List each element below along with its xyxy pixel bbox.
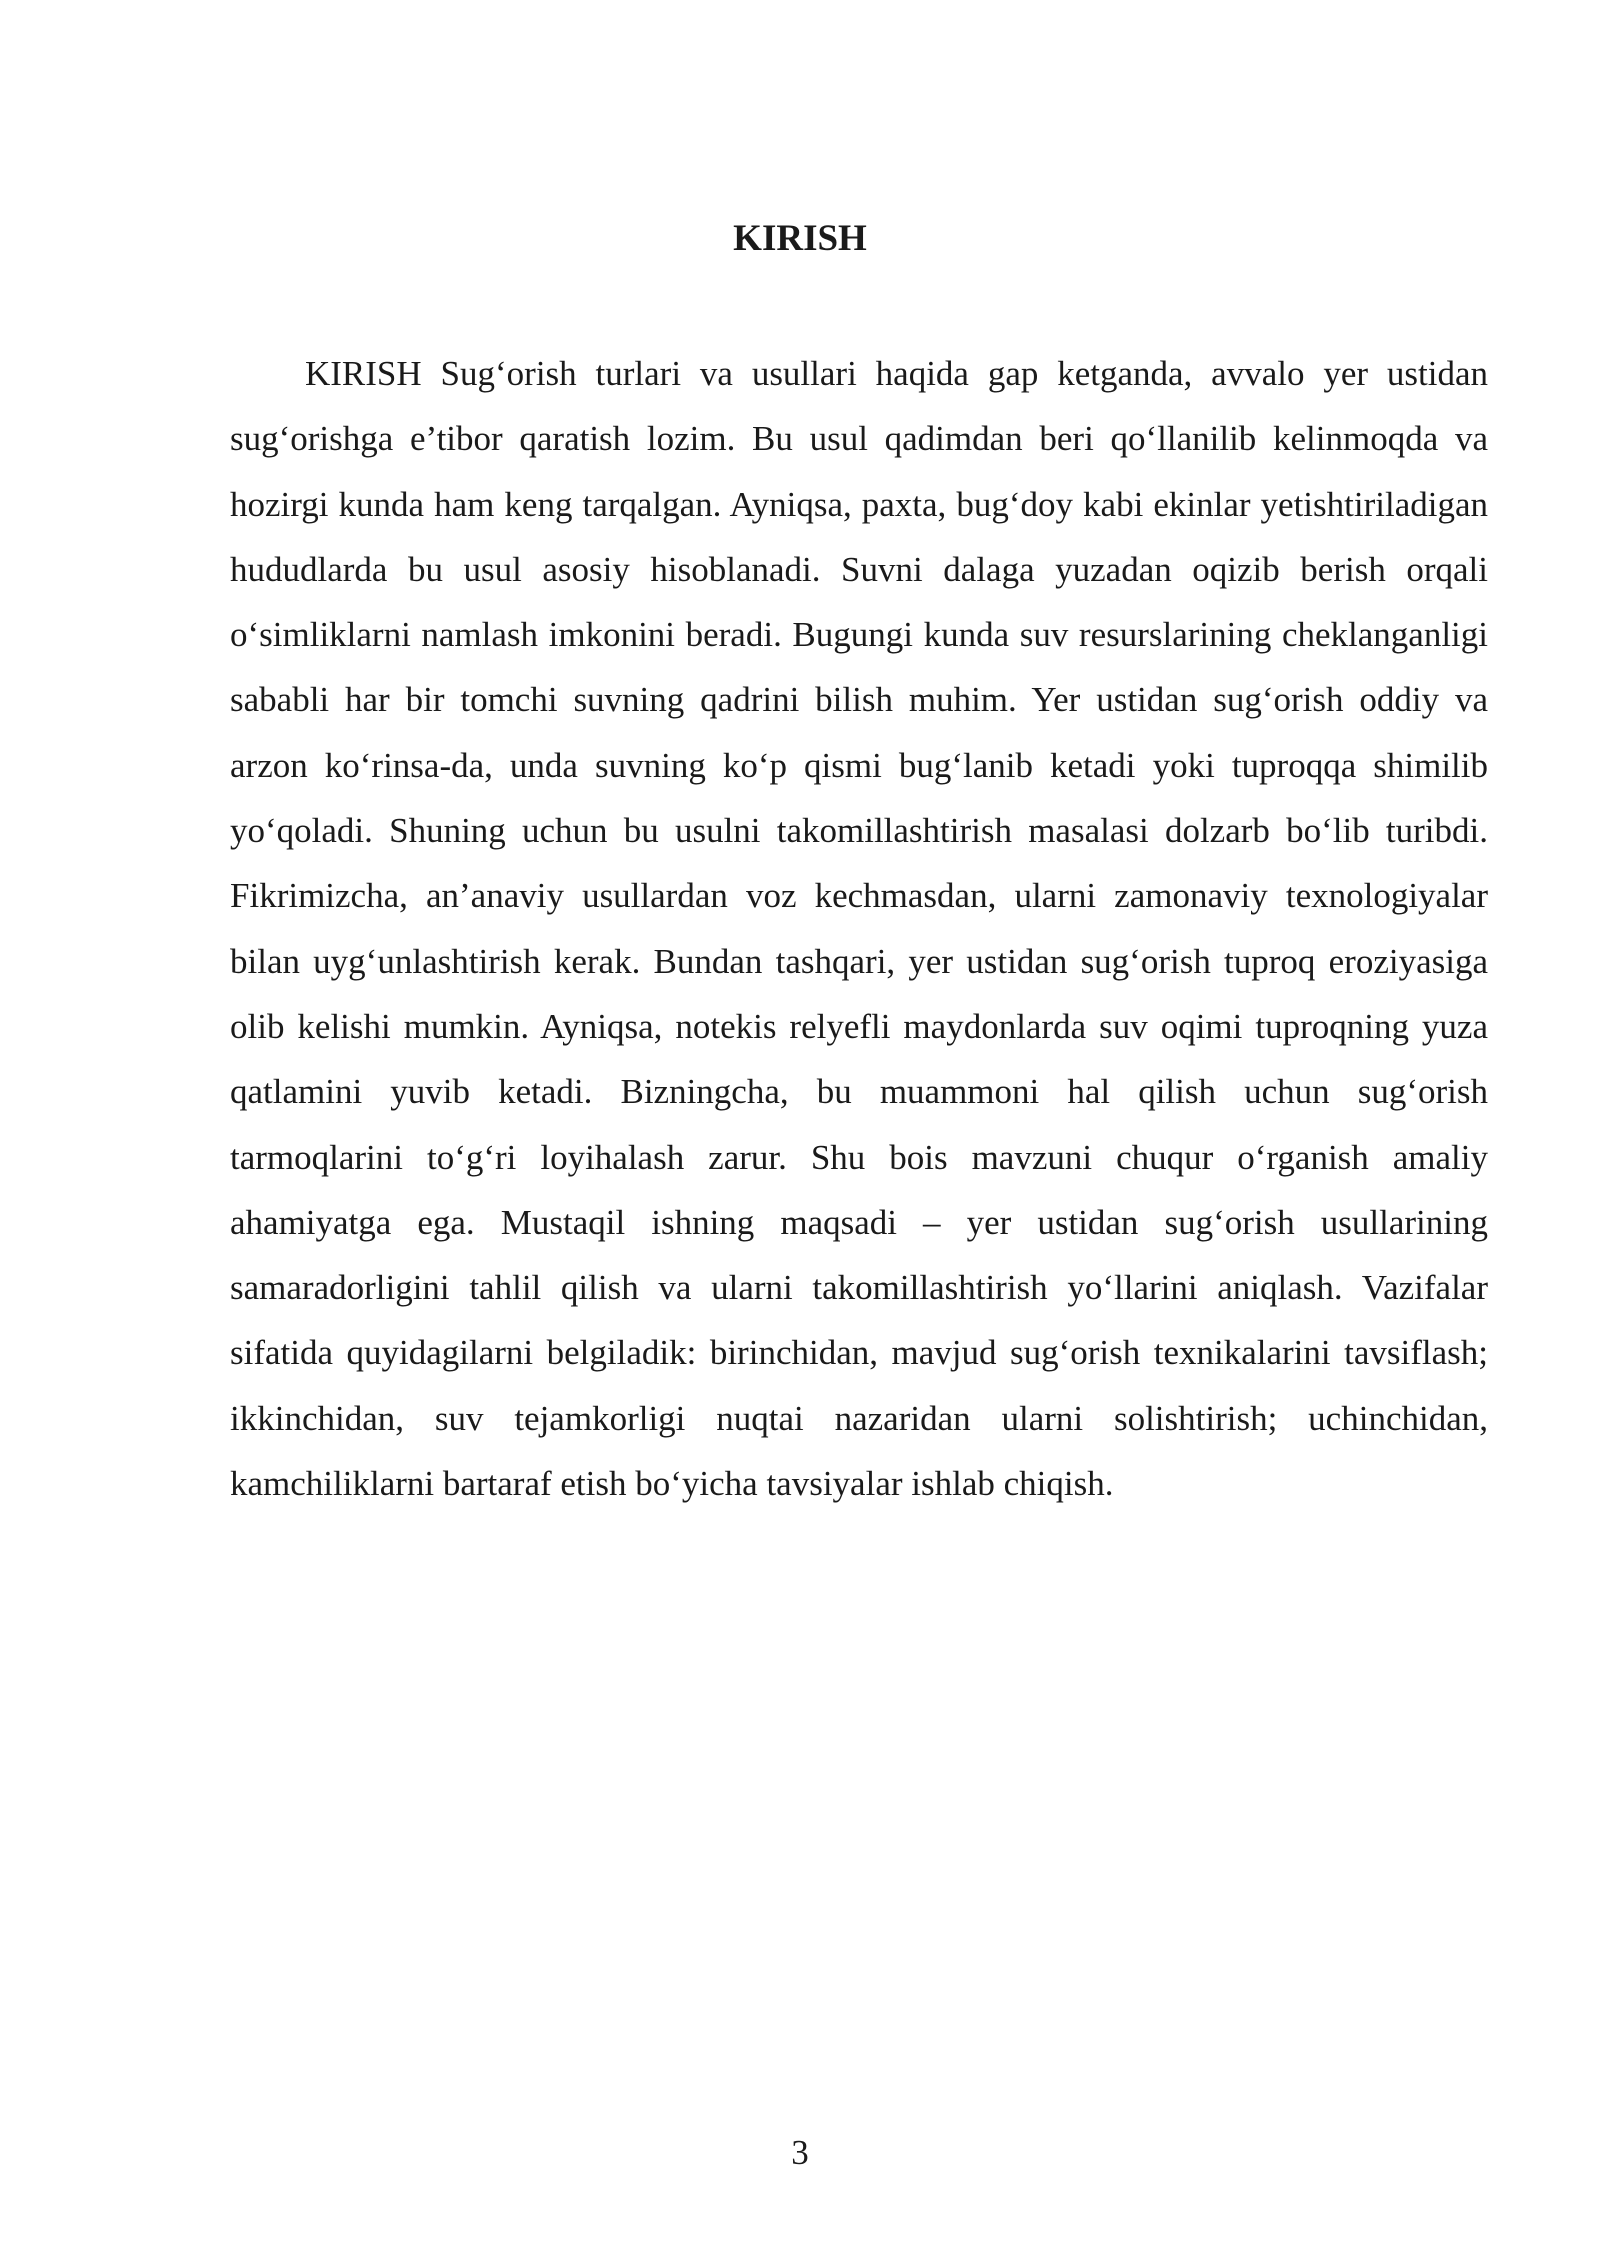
body-paragraph: KIRISH Sug‘orish turlari va usullari haqida gap ketganda, avvalo yer ustidan sug‘orishga e’tibor qaratish lozim. Bu usul qadimdan beri qo‘llanilib kelinmoqda va hozirgi kunda ham keng tarqalgan. Ayniqsa, paxta, bug‘doy kabi ekinlar yetishtiriladigan hududlarda bu usul asosiy hisoblanadi. Suvni dalaga yuzadan oqizib berish orqali o‘simliklarni namlash imkonini beradi. Bugungi kunda suv resurslarining cheklanganligi sababli har bir tomchi suvning qadrini bilish muhim. Yer ustidan sug‘orish oddiy va arzon ko‘rinsa-da, unda suvning ko‘p qismi bug‘lanib ketadi yoki tuproqqa shimilib yo‘qoladi. Shuning uchun bu usulni takomillashtirish masalasi dolzarb bo‘lib turibdi. Fikrimizcha, an’anaviy usullardan voz kechmasdan, ularni zamonaviy texnologiyalar bilan uyg‘unlashtirish kerak. Bundan tashqari, yer ustidan sug‘orish tuproq eroziyasiga olib kelishi mumkin. Ayniqsa, notekis relyefli maydonlarda suv oqimi tuproqning yuza qatlamini yuvib ketadi. Bizningcha, bu muammoni hal qilish uchun sug‘orish tarmoqlarini to‘g‘ri loyihalash zarur. Shu bois mavzuni chuqur o‘rganish amaliy ahamiyatga ega. Mustaqil ishning maqsadi – yer ustidan sug‘orish usullarining samaradorligini tahlil qilish va ularni takomillashtirish yo‘llarini aniqlash. Vazifalar sifatida quyidagilarni belgiladik: birinchidan, mavjud sug‘orish texnikalarini tavsiflash; ikkinchidan, suv tejamkorligi nuqtai nazaridan ularni solishtirish; uchinchidan, kamchiliklarni bartaraf etish bo‘yicha tavsiyalar ishlab chiqish.	[230, 354, 1488, 1504]
section-heading: KIRISH	[733, 218, 867, 259]
page-number: 3	[791, 2133, 809, 2172]
